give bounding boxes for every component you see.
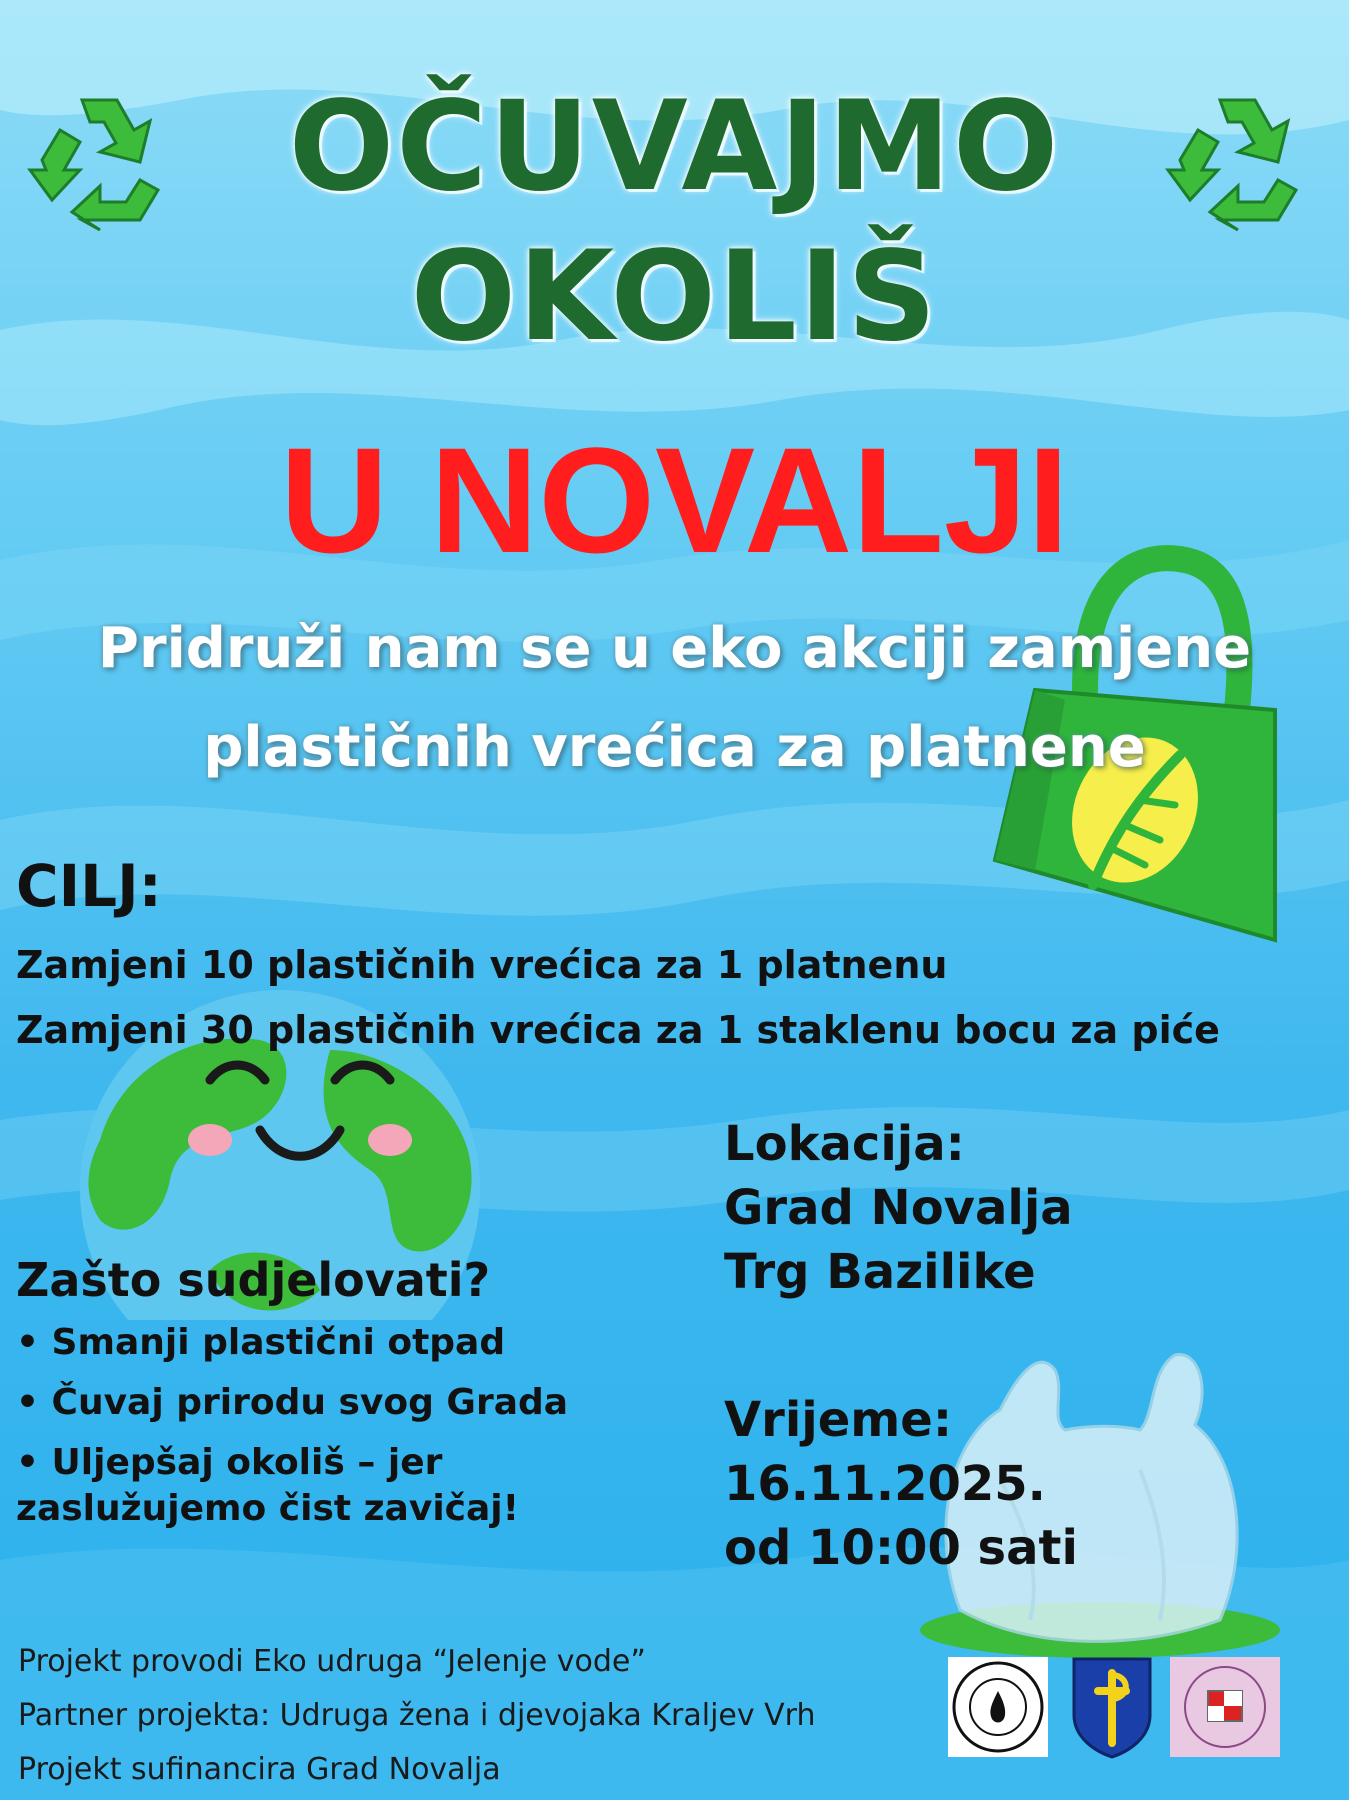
time-label: Vrijeme: [724,1392,953,1448]
why-bullet-1: • Smanji plastični otpad [16,1322,506,1363]
footer-line-2: Partner projekta: Udruga žena i djevojaka Kraljev Vrh [18,1698,816,1733]
location-label: Lokacija: [724,1116,965,1172]
footer-line-3: Projekt sufinancira Grad Novalja [18,1752,501,1787]
why-bullet-3: • Uljepšaj okoliš – jer zaslužujemo čist zavičaj! [16,1442,520,1529]
subtitle-line-2: plastičnih vrećica za platnene [203,715,1146,780]
goal-line-2: Zamjeni 30 plastičnih vrećica za 1 staklenu bocu za piće [16,1008,1220,1052]
footer-line-1: Projekt provodi Eko udruga “Jelenje vode” [18,1644,646,1679]
cross-shield-icon [1070,1655,1154,1759]
title-line-1: OČUVAJMO [288,75,1061,219]
title-line-2: OKOLIŠ [410,225,939,369]
time-date: 16.11.2025. [724,1456,1046,1512]
goal-line-1: Zamjeni 10 plastičnih vrećica za 1 platnenu [16,943,948,987]
time-hour: od 10:00 sati [724,1520,1078,1576]
location-line-1: Grad Novalja [724,1180,1073,1236]
udruga-zena-logo [1170,1657,1280,1757]
why-heading: Zašto sudjelovati? [16,1253,491,1307]
eko-udruga-logo [948,1657,1048,1757]
subtitle-line-1: Pridruži nam se u eko akciji zamjene [97,616,1252,681]
location-line-2: Trg Bazilike [724,1244,1036,1300]
place-heading: U NOVALJI [280,416,1069,584]
goal-heading: CILJ: [16,852,162,920]
why-bullet-2: • Čuvaj prirodu svog Grada [16,1382,569,1423]
